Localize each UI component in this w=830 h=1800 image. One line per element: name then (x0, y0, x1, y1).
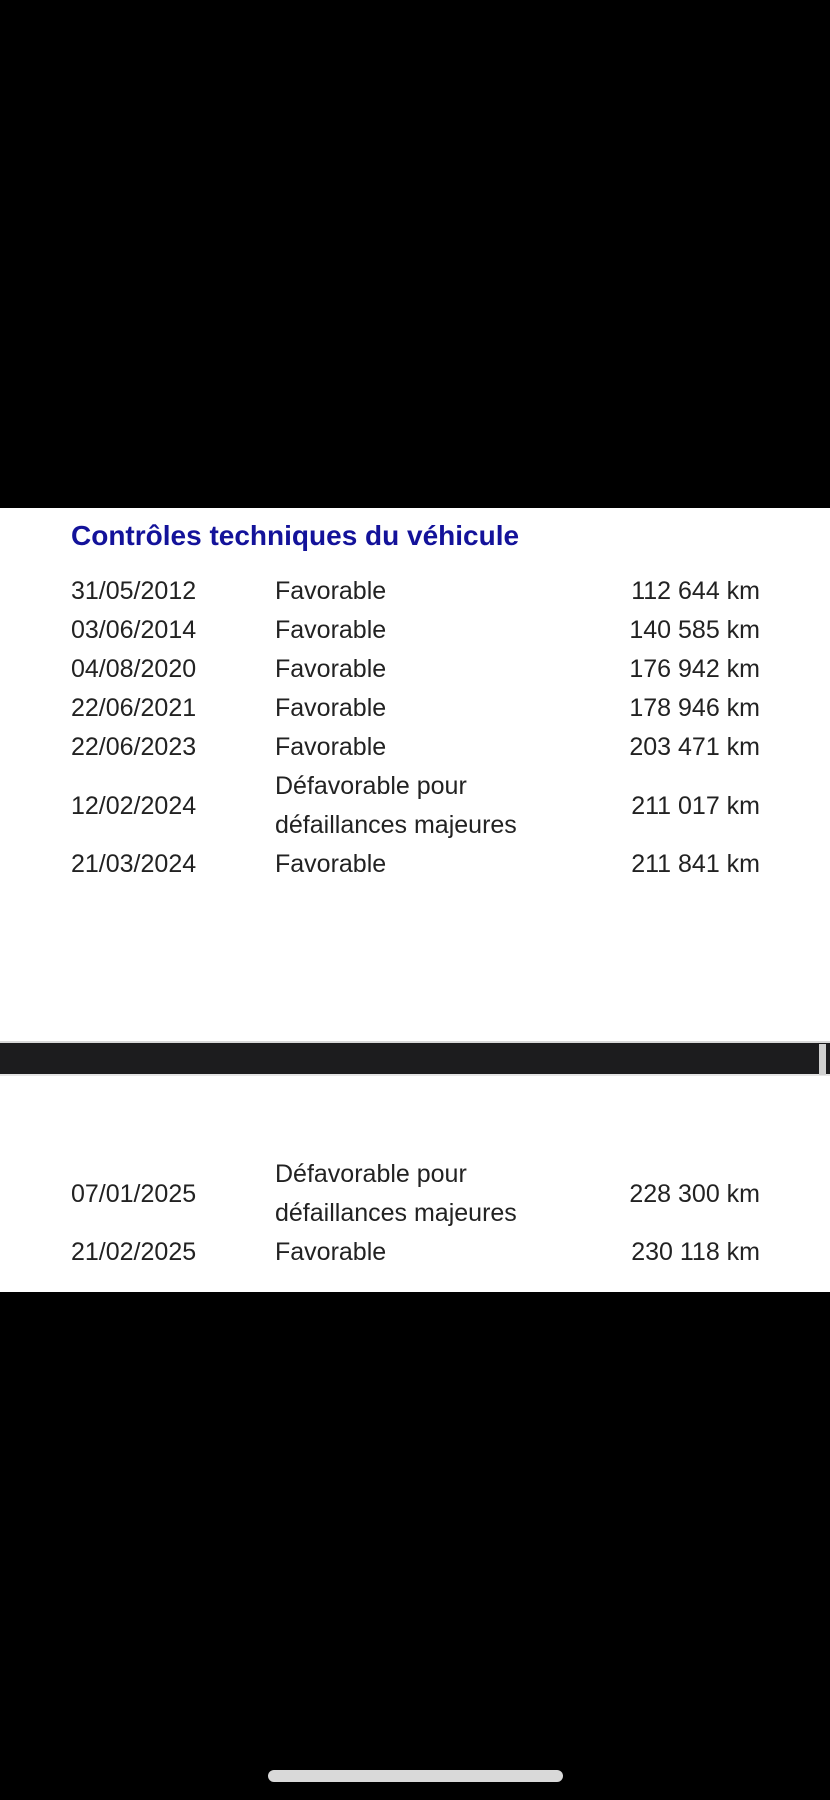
inspection-result: Favorable (275, 733, 387, 761)
inspection-row (0, 1233, 830, 1272)
inspection-mileage: 230 118 km (631, 1238, 760, 1266)
inspection-result: Favorable (275, 616, 387, 644)
inspection-result: Défavorable pour défaillances majeures (275, 772, 517, 839)
inspection-mileage: 140 585 km (629, 616, 760, 644)
inspection-list-top (0, 572, 830, 884)
inspection-mileage: 203 471 km (629, 733, 760, 761)
inspection-row (0, 572, 830, 611)
inspection-mileage: 178 946 km (629, 694, 760, 722)
home-indicator[interactable] (268, 1770, 563, 1782)
inspections-panel-top (0, 508, 830, 1041)
inspection-mileage: 211 841 km (631, 850, 760, 878)
inspections-panel-bottom (0, 1076, 830, 1292)
inspection-row (0, 845, 830, 884)
inspection-mileage: 112 644 km (631, 577, 760, 605)
inspection-result: Favorable (275, 694, 387, 722)
inspection-row (0, 650, 830, 689)
inspection-mileage: 176 942 km (629, 655, 760, 683)
page-divider (0, 1041, 830, 1076)
inspection-result: Favorable (275, 850, 387, 878)
inspection-result: Favorable (275, 655, 387, 683)
inspection-row (0, 767, 830, 845)
inspection-date: 22/06/2023 (71, 733, 197, 761)
inspection-date: 22/06/2021 (71, 694, 197, 722)
inspection-mileage: 228 300 km (629, 1179, 760, 1208)
inspection-result: Favorable (275, 1238, 387, 1266)
inspection-result: Favorable (275, 577, 387, 605)
inspection-list-bottom (0, 1155, 830, 1272)
inspection-date: 12/02/2024 (71, 791, 197, 820)
inspection-date: 03/06/2014 (71, 616, 197, 644)
inspection-date: 07/01/2025 (71, 1179, 197, 1208)
inspection-row (0, 611, 830, 650)
section-title: Contrôles techniques du véhicule (71, 520, 520, 551)
inspection-date: 21/03/2024 (71, 850, 197, 878)
inspection-date: 21/02/2025 (71, 1238, 197, 1266)
inspection-row (0, 728, 830, 767)
inspection-row (0, 689, 830, 728)
inspection-result: Défavorable pour défaillances majeures (275, 1160, 517, 1227)
inspection-row (0, 1155, 830, 1233)
scrollbar-thumb (819, 1044, 826, 1075)
inspection-mileage: 211 017 km (631, 791, 760, 820)
inspection-date: 04/08/2020 (71, 655, 197, 683)
inspection-date: 31/05/2012 (71, 577, 197, 605)
